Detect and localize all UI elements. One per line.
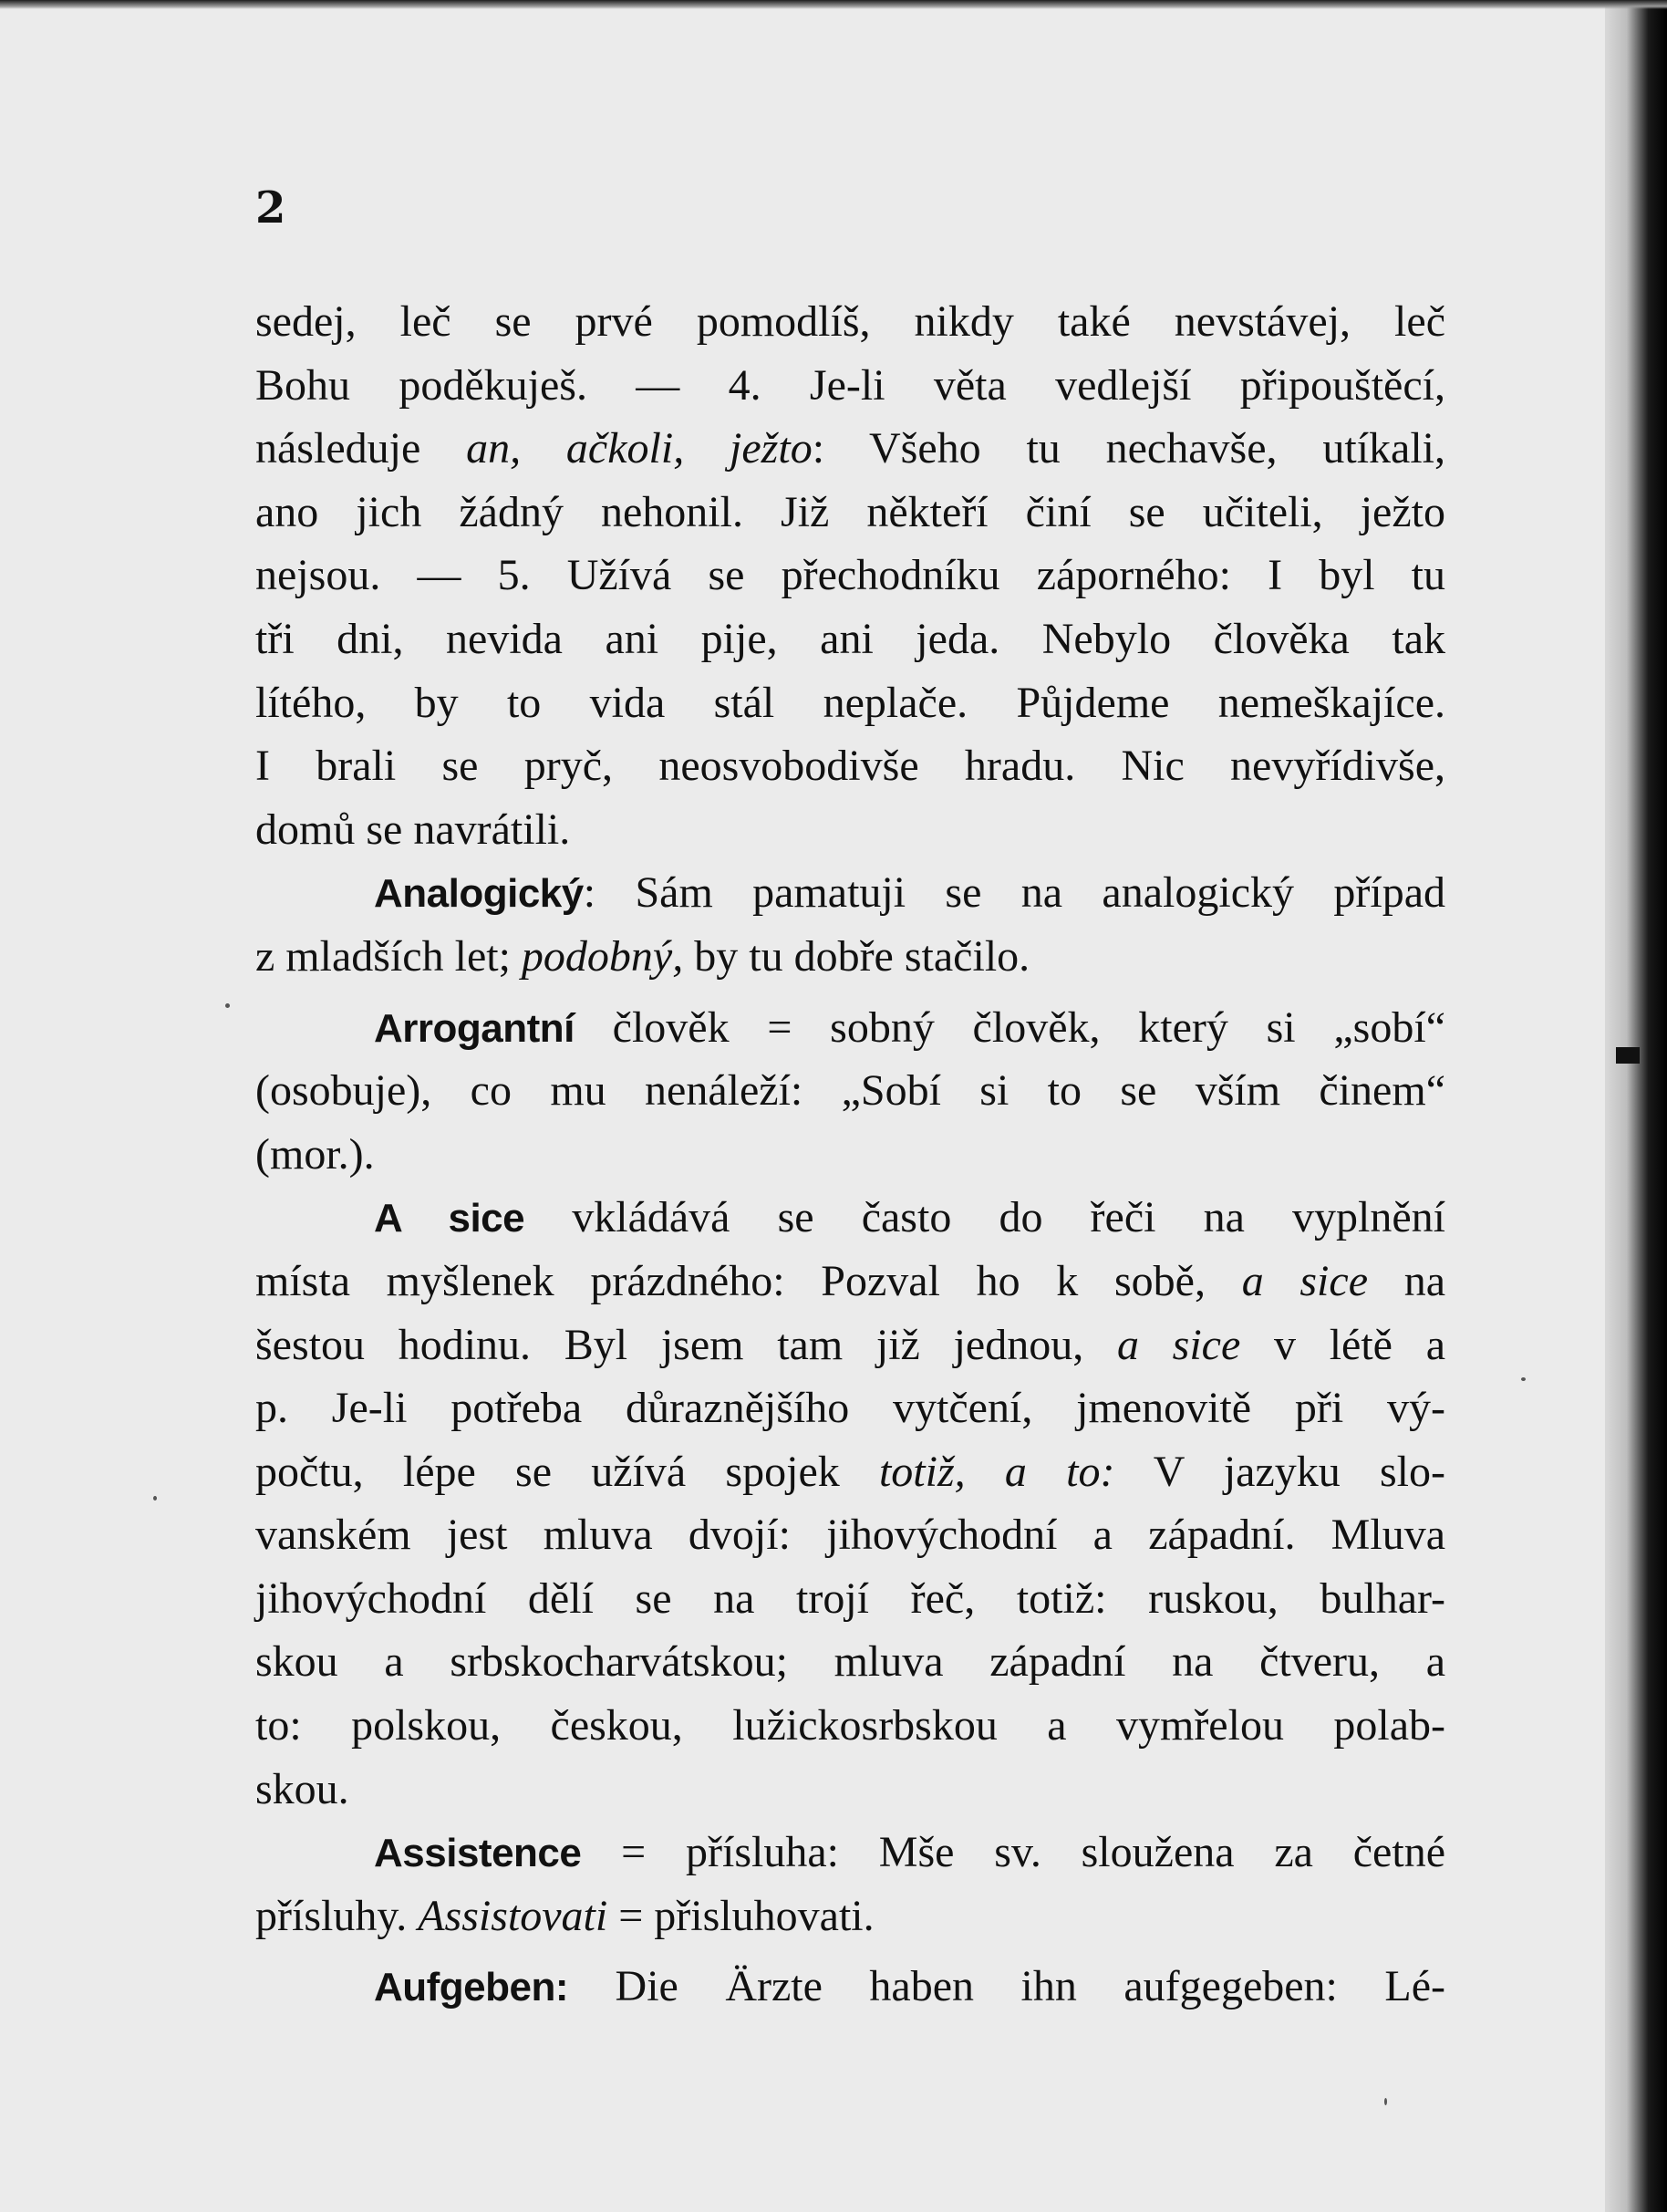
text-run: z mladších let; xyxy=(255,931,522,981)
italic-run: totiž, a to: xyxy=(878,1447,1115,1496)
text-line: to: polskou, českou, lužickosrbskou a vymřelou polab- xyxy=(255,1701,1445,1750)
entry-term: Analogický xyxy=(374,871,584,917)
page-edge-shadow xyxy=(1605,0,1667,2212)
entry-analogicky xyxy=(255,861,1445,925)
top-edge-shadow xyxy=(0,0,1667,9)
text-line: (mor.). xyxy=(255,1129,375,1179)
text-run: : Sám pamatuji se na analogický případ xyxy=(583,868,1445,918)
text-line xyxy=(255,1885,1445,1948)
entry-aufgeben xyxy=(255,1955,1445,2019)
text-line xyxy=(255,1314,1445,1377)
italic-run: a sice xyxy=(1241,1256,1369,1305)
italic-run: an, ačkoli, ježto xyxy=(466,424,813,473)
spacer xyxy=(255,989,1445,996)
page-text xyxy=(255,290,1445,2019)
text-run: místa myšlenek prázdného: Pozval ho k sobě, xyxy=(255,1256,1242,1305)
text-run: počtu, lépe se užívá spojek xyxy=(255,1447,879,1496)
print-speck xyxy=(1521,1377,1526,1381)
italic-run: Assistovati xyxy=(418,1891,608,1940)
text-run: člověk = sobný člověk, který si „sobí“ xyxy=(574,1002,1445,1052)
text-line: tři dni, nevida ani pije, ani jeda. Nebylo člověka tak xyxy=(255,614,1445,663)
edge-mark xyxy=(1616,1047,1640,1064)
page-number: 2 xyxy=(255,182,286,234)
text-run: Die Ärzte haben ihn aufgegeben: Lé- xyxy=(568,1962,1445,2011)
text-run: v létě a xyxy=(1240,1320,1446,1369)
entry-assistence xyxy=(255,1821,1445,1885)
text-line: skou. xyxy=(255,1764,349,1813)
text-run: vkládává se často do řeči na vyplnění xyxy=(524,1193,1445,1242)
text-line: p. Je-li potřeba důraznějšího vytčení, jmenovitě při vý- xyxy=(255,1384,1445,1433)
text-line: jihovýchodní dělí se na trojí řeč, totiž: ruskou, bulhar- xyxy=(255,1573,1445,1623)
text-run: = přisluhovati. xyxy=(607,1891,875,1940)
text-run: V jazyku slo- xyxy=(1114,1447,1445,1496)
text-line: Bohu poděkuješ. — 4. Je-li věta vedlejší připouštěcí, xyxy=(255,360,1445,410)
text-line xyxy=(255,925,1445,989)
entry-arrogantni xyxy=(255,996,1445,1060)
italic-run: a sice xyxy=(1116,1320,1241,1369)
entry-term: A sice xyxy=(374,1196,525,1241)
entry-term: Arrogantní xyxy=(374,1005,575,1051)
text-line: sedej, leč se prvé pomodlíš, nikdy také nevstávej, leč xyxy=(255,297,1445,346)
text-line: I brali se pryč, neosvobodivše hradu. Nic nevyřídivše, xyxy=(255,742,1445,791)
text-run: by tu dobře stačilo. xyxy=(683,931,1030,981)
text-line: domů se navrátili. xyxy=(255,805,571,854)
text-line: vanském jest mluva dvojí: jihovýchodní a západní. Mluva xyxy=(255,1511,1445,1560)
text-run: = přísluha: Mše sv. sloužena za četné xyxy=(581,1828,1445,1877)
entry-term: Assistence xyxy=(374,1831,582,1876)
text-run: šestou hodinu. Byl jsem tam již jednou, xyxy=(255,1320,1117,1369)
entry-term: Aufgeben: xyxy=(374,1965,569,2010)
text-line: ano jich žádný nehonil. Již někteří činí se učiteli, ježto xyxy=(255,487,1445,536)
text-line xyxy=(255,417,1445,481)
print-speck xyxy=(1384,2098,1387,2105)
text-line: nejsou. — 5. Užívá se přechodníku záporného: I byl tu xyxy=(255,551,1445,600)
text-line: lítého, by to vida stál neplače. Půjdeme nemeškajíce. xyxy=(255,678,1445,727)
spacer xyxy=(255,1947,1445,1955)
text-run: přísluhy. xyxy=(255,1891,419,1940)
text-line xyxy=(255,1440,1445,1504)
italic-run: podobný, xyxy=(521,931,684,981)
text-run: na xyxy=(1368,1256,1446,1305)
print-speck xyxy=(153,1496,157,1501)
entry-a-sice xyxy=(255,1186,1445,1250)
print-speck xyxy=(225,1003,230,1008)
text-line: skou a srbskocharvátskou; mluva západní na čtveru, a xyxy=(255,1637,1445,1687)
text-run: následuje xyxy=(255,424,467,473)
text-line xyxy=(255,1250,1445,1314)
text-line: (osobuje), co mu nenáleží: „Sobí si to se vším činem“ xyxy=(255,1066,1445,1116)
text-run: : Všeho tu nechavše, utíkali, xyxy=(812,424,1445,473)
